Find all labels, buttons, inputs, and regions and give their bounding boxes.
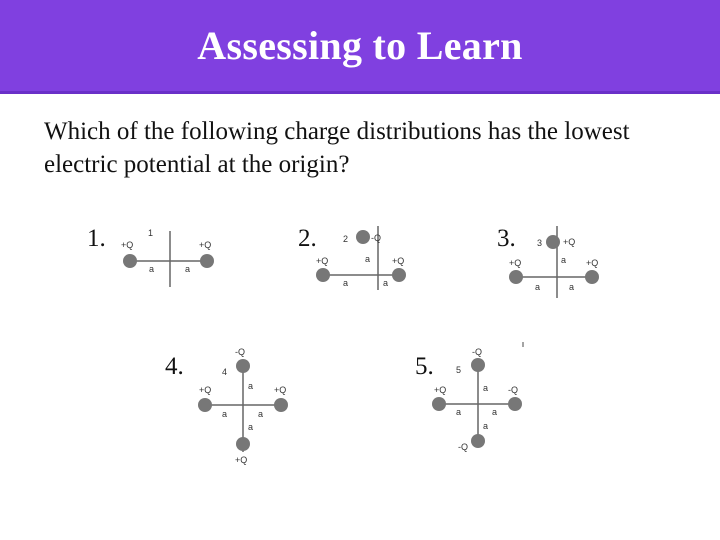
charge-bottom: [236, 437, 250, 451]
slide-title: Assessing to Learn: [197, 23, 523, 68]
charge-top: [546, 235, 560, 249]
option-5-diagram: [428, 340, 538, 455]
distance-label: a: [222, 409, 228, 419]
charge-bottom: [471, 434, 485, 448]
distance-label: a: [185, 264, 191, 274]
charge-right: [274, 398, 288, 412]
charge-right: [200, 254, 214, 268]
option-3-number: 3.: [497, 225, 516, 252]
charge-right-label: +Q: [199, 240, 212, 250]
charge-top-label: -Q: [472, 347, 482, 357]
option-2-diagram: [310, 222, 420, 302]
charge-left-label: +Q: [199, 385, 212, 395]
option-1-number: 1.: [87, 225, 106, 252]
charge-bottom-label: -Q: [458, 442, 468, 452]
charge-right-label: +Q: [274, 385, 287, 395]
charge-left: [123, 254, 137, 268]
charge-right-label: +Q: [392, 256, 405, 266]
option-2-number: 2.: [298, 225, 317, 252]
distance-label: a: [383, 278, 389, 288]
charge-left: [432, 397, 446, 411]
charge-right-label: +Q: [586, 258, 599, 268]
distance-label: a: [456, 407, 462, 417]
option-2-sub: 2: [343, 234, 349, 244]
charge-left: [198, 398, 212, 412]
option-3-diagram: [503, 222, 613, 302]
charge-left-label: +Q: [434, 385, 447, 395]
option-1-sub: 1: [148, 228, 154, 238]
distance-label: a: [365, 254, 371, 264]
charge-right: [585, 270, 599, 284]
option-3-sub: 3: [537, 238, 543, 248]
charge-top-label: -Q: [371, 233, 381, 243]
charge-top: [236, 359, 250, 373]
charge-left-label: +Q: [316, 256, 329, 266]
option-4-diagram: [195, 340, 305, 470]
charge-left-label: +Q: [121, 240, 134, 250]
option-5-number: 5.: [415, 353, 434, 380]
charge-left: [509, 270, 523, 284]
title-banner: [0, 0, 720, 94]
distance-label: a: [483, 421, 489, 431]
charge-left: [316, 268, 330, 282]
charge-left-label: +Q: [509, 258, 522, 268]
distance-label: a: [561, 255, 567, 265]
charge-top-label: -Q: [235, 347, 245, 357]
distance-label: a: [258, 409, 264, 419]
distance-label: a: [483, 383, 489, 393]
charge-right: [508, 397, 522, 411]
charge-top: [471, 358, 485, 372]
distance-label: a: [535, 282, 541, 292]
option-5-sub: 5: [456, 365, 462, 375]
charge-bottom-label: +Q: [235, 455, 248, 465]
distance-label: a: [492, 407, 498, 417]
charge-right-label: -Q: [508, 385, 518, 395]
distance-label: a: [248, 422, 254, 432]
distance-label: a: [248, 381, 254, 391]
charge-top-label: +Q: [563, 237, 576, 247]
option-1-diagram: [115, 225, 225, 295]
distance-label: a: [343, 278, 349, 288]
option-4-sub: 4: [222, 367, 228, 377]
charge-top: [356, 230, 370, 244]
question-text: Which of the following charge distributions has the lowest electric potential at the origin?: [44, 118, 630, 178]
distance-label: a: [149, 264, 155, 274]
option-4-number: 4.: [165, 353, 184, 380]
distance-label: a: [569, 282, 575, 292]
charge-right: [392, 268, 406, 282]
